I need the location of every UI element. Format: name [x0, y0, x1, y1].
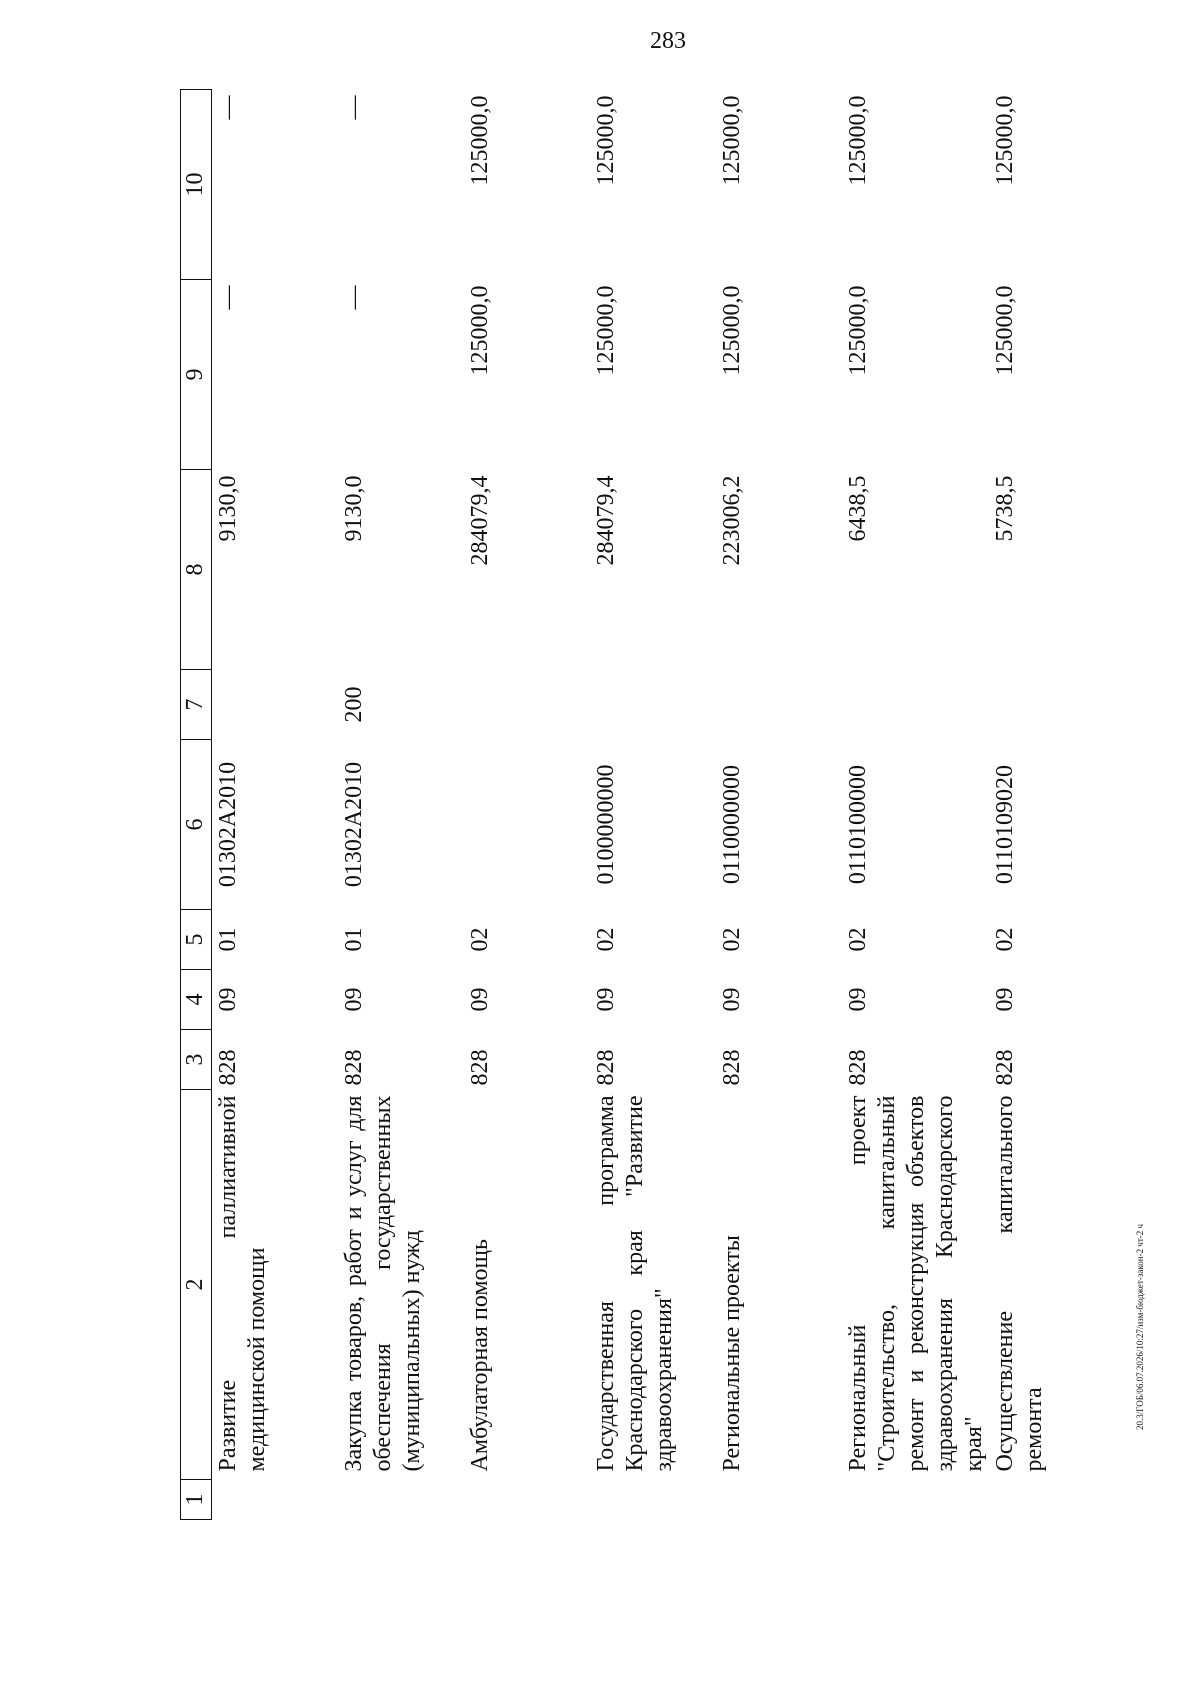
- cell-csr: 0100000000: [592, 764, 619, 885]
- cell-vr: [464, 670, 590, 740]
- cell-col-1: [590, 1480, 716, 1520]
- header-col-8: 8: [181, 470, 212, 670]
- cell-col-1: [842, 1480, 989, 1520]
- row-name: Региональный проект "Строительство, капитальный ремонт и реконструкция объектов здравоохранения Краснодарского края": [844, 1095, 987, 1472]
- table-row: [338, 90, 464, 1520]
- table-row: [590, 90, 716, 1520]
- table-row: [212, 90, 338, 1520]
- cell-ved: 828: [844, 1049, 871, 1086]
- cell-amount-9: —: [215, 285, 241, 310]
- cell-vr: [716, 670, 842, 740]
- cell-amount-8: 6438,5: [844, 475, 871, 542]
- cell-pr: 02: [466, 927, 493, 952]
- row-name: Государственная программа Краснодарского края "Развитие здравоохранения": [592, 1095, 677, 1472]
- cell-rz: 09: [844, 987, 871, 1012]
- row-name: Развитие паллиативной медицинской помощи: [215, 1095, 270, 1472]
- cell-rz: 09: [991, 987, 1018, 1012]
- cell-ved: 828: [215, 1049, 241, 1086]
- table-body: [212, 90, 1099, 1520]
- cell-rz: 09: [340, 987, 367, 1012]
- header-col-1: 1: [181, 1480, 212, 1520]
- cell-amount-8: 223006,2: [718, 475, 745, 566]
- cell-col-1: [464, 1480, 590, 1520]
- cell-vr: [989, 670, 1099, 740]
- cell-pr: 01: [215, 927, 241, 952]
- rotated-table-container: [180, 90, 1100, 1520]
- cell-amount-10: —: [340, 95, 367, 120]
- cell-rz: 09: [215, 987, 241, 1012]
- cell-amount-9: 125000,0: [466, 285, 493, 376]
- header-col-3: 3: [181, 1030, 212, 1090]
- cell-pr: 02: [592, 927, 619, 952]
- header-row: [181, 90, 212, 1520]
- table-row: [842, 90, 989, 1520]
- cell-ved: 828: [592, 1049, 619, 1086]
- page-number: 283: [650, 28, 686, 54]
- cell-rz: 09: [592, 987, 619, 1012]
- cell-amount-9: 125000,0: [844, 285, 871, 376]
- cell-csr: [464, 740, 590, 910]
- cell-col-1: [989, 1480, 1099, 1520]
- table-row: [464, 90, 590, 1520]
- header-col-5: 5: [181, 910, 212, 970]
- cell-amount-10: 125000,0: [466, 95, 493, 186]
- cell-amount-9: 125000,0: [592, 285, 619, 376]
- cell-amount-8: 284079,4: [592, 475, 619, 566]
- cell-amount-9: 125000,0: [718, 285, 745, 376]
- table-header: [181, 90, 212, 1520]
- row-name: Амбулаторная помощь: [466, 1239, 493, 1472]
- cell-rz: 09: [466, 987, 493, 1012]
- cell-pr: 01: [340, 927, 367, 952]
- cell-amount-10: 125000,0: [592, 95, 619, 186]
- cell-pr: 02: [991, 927, 1018, 952]
- cell-amount-10: 125000,0: [991, 95, 1018, 186]
- table-row: [989, 90, 1099, 1520]
- cell-col-1: [338, 1480, 464, 1520]
- header-col-10: 10: [181, 90, 212, 280]
- header-col-4: 4: [181, 970, 212, 1030]
- cell-ved: 828: [718, 1049, 745, 1086]
- cell-amount-8: 9130,0: [340, 475, 367, 542]
- cell-amount-10: 125000,0: [844, 95, 871, 186]
- cell-pr: 02: [844, 927, 871, 952]
- row-name: Осуществление капитального ремонта: [991, 1095, 1047, 1472]
- table-row: [716, 90, 842, 1520]
- cell-vr: [590, 670, 716, 740]
- cell-csr: 0110109020: [991, 764, 1018, 885]
- budget-table: [180, 89, 1099, 1520]
- cell-amount-8: 9130,0: [215, 475, 241, 542]
- header-col-6: 6: [181, 740, 212, 910]
- cell-col-1: [212, 1480, 338, 1520]
- header-col-7: 7: [181, 670, 212, 740]
- cell-csr: 0110000000: [718, 764, 745, 885]
- cell-col-1: [716, 1480, 842, 1520]
- cell-ved: 828: [991, 1049, 1018, 1086]
- header-col-2: 2: [181, 1090, 212, 1480]
- cell-amount-8: 284079,4: [466, 475, 493, 566]
- cell-pr: 02: [718, 927, 745, 952]
- cell-vr: 200: [340, 686, 367, 723]
- cell-csr: 0110100000: [844, 764, 871, 885]
- cell-ved: 828: [466, 1049, 493, 1086]
- footer-document-code: 20.3/ГОБ/06.07.2026/10:27/изм-бюджет-закон-2 чт-2 ч: [1135, 1223, 1145, 1430]
- cell-amount-10: 125000,0: [718, 95, 745, 186]
- row-name: Региональные проекты: [718, 1235, 745, 1472]
- cell-csr: 01302А2010: [215, 761, 241, 888]
- cell-amount-9: 125000,0: [991, 285, 1018, 376]
- cell-rz: 09: [718, 987, 745, 1012]
- cell-amount-9: —: [340, 285, 367, 310]
- cell-vr: [212, 670, 338, 740]
- cell-csr: 01302А2010: [340, 761, 367, 888]
- row-name: Закупка товаров, работ и услуг для обеспечения государственных (муниципальных) нужд: [340, 1095, 425, 1472]
- header-col-9: 9: [181, 280, 212, 470]
- cell-ved: 828: [340, 1049, 367, 1086]
- cell-amount-8: 5738,5: [991, 475, 1018, 542]
- cell-vr: [842, 670, 989, 740]
- cell-amount-10: —: [215, 95, 241, 120]
